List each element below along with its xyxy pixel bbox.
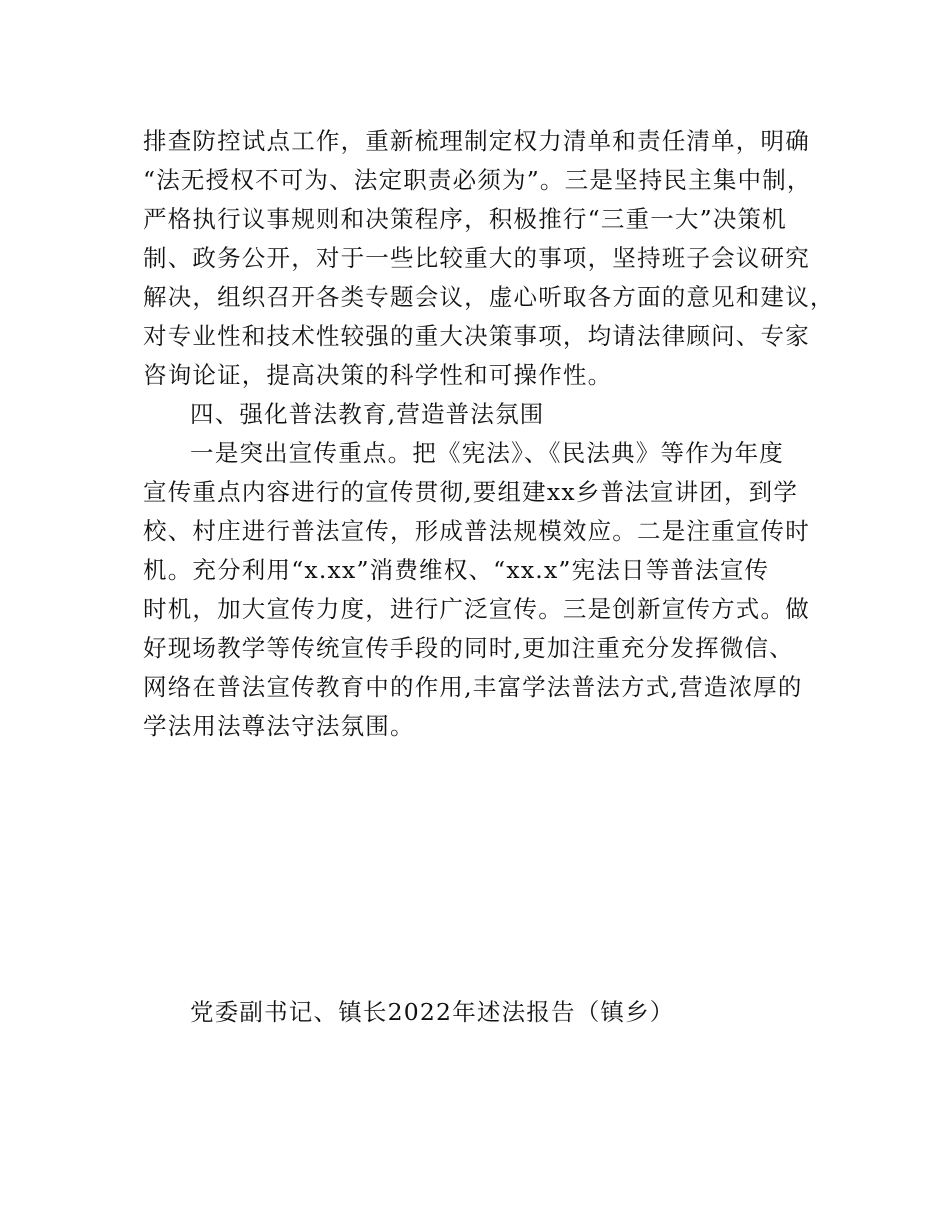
- paragraph-line: 宣传重点内容进行的宣传贯彻,要组建xx乡普法宣讲团，到学: [143, 478, 799, 506]
- paragraph-line: 排查防控试点工作，重新梳理制定权力清单和责任清单，明确: [143, 127, 810, 155]
- paragraph-line: 网络在普法宣传教育中的作用,丰富学法普法方式,营造浓厚的: [143, 673, 803, 701]
- paragraph-line: 严格执行议事规则和决策程序，积极推行“三重一大”决策机: [143, 205, 787, 233]
- paragraph-line: 机。充分利用“x.xx”消费维权、“xx.x”宪法日等普法宣传: [143, 556, 770, 584]
- paragraph-line: 制、政务公开，对于一些比较重大的事项，坚持班子会议研究: [143, 244, 810, 272]
- paragraph-line: “法无授权不可为、法定职责必须为”。三是坚持民主集中制，: [143, 166, 812, 194]
- paragraph-line: 一是突出宣传重点。把《宪法》、《民法典》等作为年度: [190, 439, 784, 467]
- paragraph-line: 解决，组织召开各类专题会议，虚心听取各方面的意见和建议，: [143, 283, 835, 311]
- paragraph-line: 对专业性和技术性较强的重大决策事项，均请法律顾问、专家: [143, 322, 810, 350]
- next-document-title: 党委副书记、镇长2022年述法报告（镇乡）: [190, 998, 675, 1026]
- paragraph-line: 学法用法尊法守法氛围。: [143, 712, 415, 740]
- paragraph-line: 好现场教学等传统宣传手段的同时,更加注重充分发挥微信、: [143, 634, 794, 662]
- paragraph-line: 时机，加大宣传力度，进行广泛宣传。三是创新宣传方式。做: [143, 595, 810, 623]
- paragraph-line: 校、村庄进行普法宣传，形成普法规模效应。二是注重宣传时: [143, 517, 810, 545]
- paragraph-line: 咨询论证，提高决策的科学性和可操作性。: [143, 361, 613, 389]
- section-heading: 四、强化普法教育,营造普法氛围: [190, 400, 545, 428]
